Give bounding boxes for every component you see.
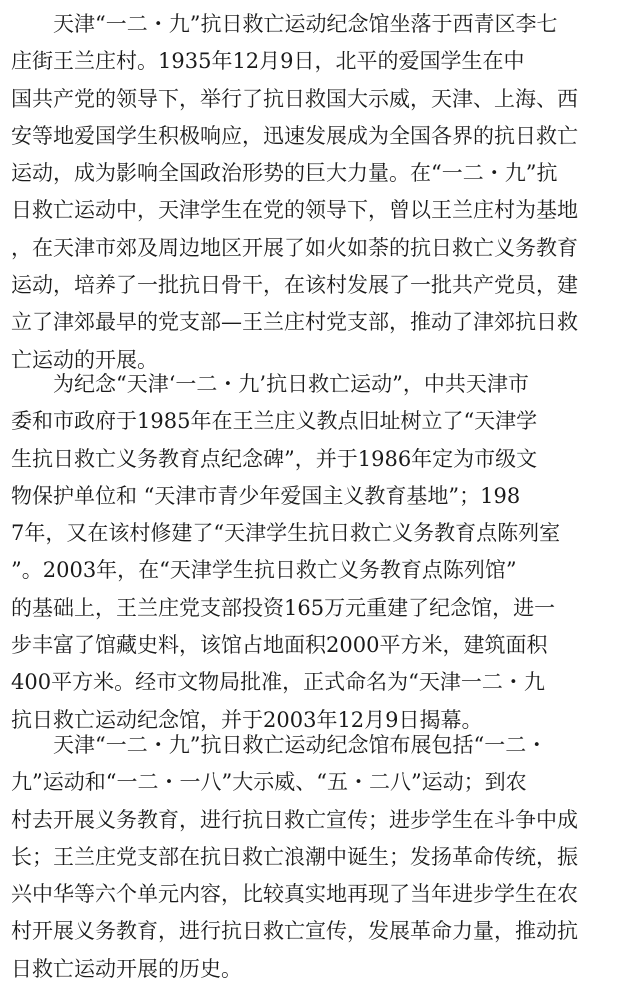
text-line: 为纪念“天津‘一二・九’抗日救亡运动”，中共天津市	[11, 372, 529, 396]
text-line: 长；王兰庄党支部在抗日救亡浪潮中诞生；发扬革命传统，振	[11, 844, 578, 869]
text-line: 步丰富了馆藏史料，该馆占地面积2000平方米，建筑面积	[11, 633, 548, 658]
text-line: ”。2003年，在“天津学生抗日救亡义务教育点陈列馆”	[11, 558, 517, 583]
text-line: 安等地爱国学生积极响应，迅速发展成为全国各界的抗日救亡	[11, 123, 578, 148]
text-line: 生抗日救亡义务教育点纪念碑”，并于1986年定为市级文	[11, 446, 538, 471]
text-line: 的基础上，王兰庄党支部投资165万元重建了纪念馆，进一	[11, 595, 556, 620]
text-line: 亡运动的开展。	[11, 347, 158, 372]
text-line: 日救亡运动中，天津学生在党的领导下，曾以王兰庄村为基地	[11, 198, 578, 223]
text-line: 天津“一二・九”抗日救亡运动纪念馆坐落于西青区李七	[11, 12, 558, 36]
text-line: 兴中华等六个单元内容，比较真实地再现了当年进步学生在农	[11, 882, 578, 907]
text-line: 物保护单位和 “天津市青少年爱国主义教育基地”；198	[11, 483, 521, 508]
text-line: 村去开展义务教育，进行抗日救亡宣传；进步学生在斗争中成	[11, 807, 578, 832]
paragraph-1	[11, 6, 636, 379]
paragraph-3	[11, 727, 636, 988]
paragraph-2	[11, 366, 636, 739]
text-line: 九”运动和“一二・一八”大示威、“五・二八”运动；到农	[11, 770, 527, 795]
text-line: 抗日救亡运动纪念馆，并于2003年12月9日揭幕。	[11, 707, 483, 732]
text-line: 立了津郊最早的党支部—王兰庄村党支部，推动了津郊抗日救	[11, 310, 578, 335]
text-line: 7年，又在该村修建了“天津学生抗日救亡义务教育点陈列室	[11, 521, 561, 546]
text-line: 庄街王兰庄村。1935年12月9日，北平的爱国学生在中	[11, 49, 525, 74]
text-line: 村开展义务教育，进行抗日救亡宣传，发展革命力量，推动抗	[11, 919, 578, 944]
text-line: 委和市政府于1985年在王兰庄义教点旧址树立了“天津学	[11, 409, 538, 434]
text-line: ，在天津市郊及周边地区开展了如火如荼的抗日救亡义务教育	[11, 235, 578, 260]
text-line: 天津“一二・九”抗日救亡运动纪念馆布展包括“一二・	[11, 733, 548, 757]
text-line: 国共产党的领导下，举行了抗日救国大示威，天津、上海、西	[11, 86, 578, 111]
text-line: 400平方米。经市文物局批准，正式命名为“天津一二・九	[11, 670, 545, 695]
text-line: 日救亡运动开展的历史。	[11, 956, 242, 981]
text-line: 运动，培养了一批抗日骨干，在该村发展了一批共产党员，建	[11, 273, 578, 298]
text-line: 运动，成为影响全国政治形势的巨大力量。在“一二・九”抗	[11, 161, 558, 186]
